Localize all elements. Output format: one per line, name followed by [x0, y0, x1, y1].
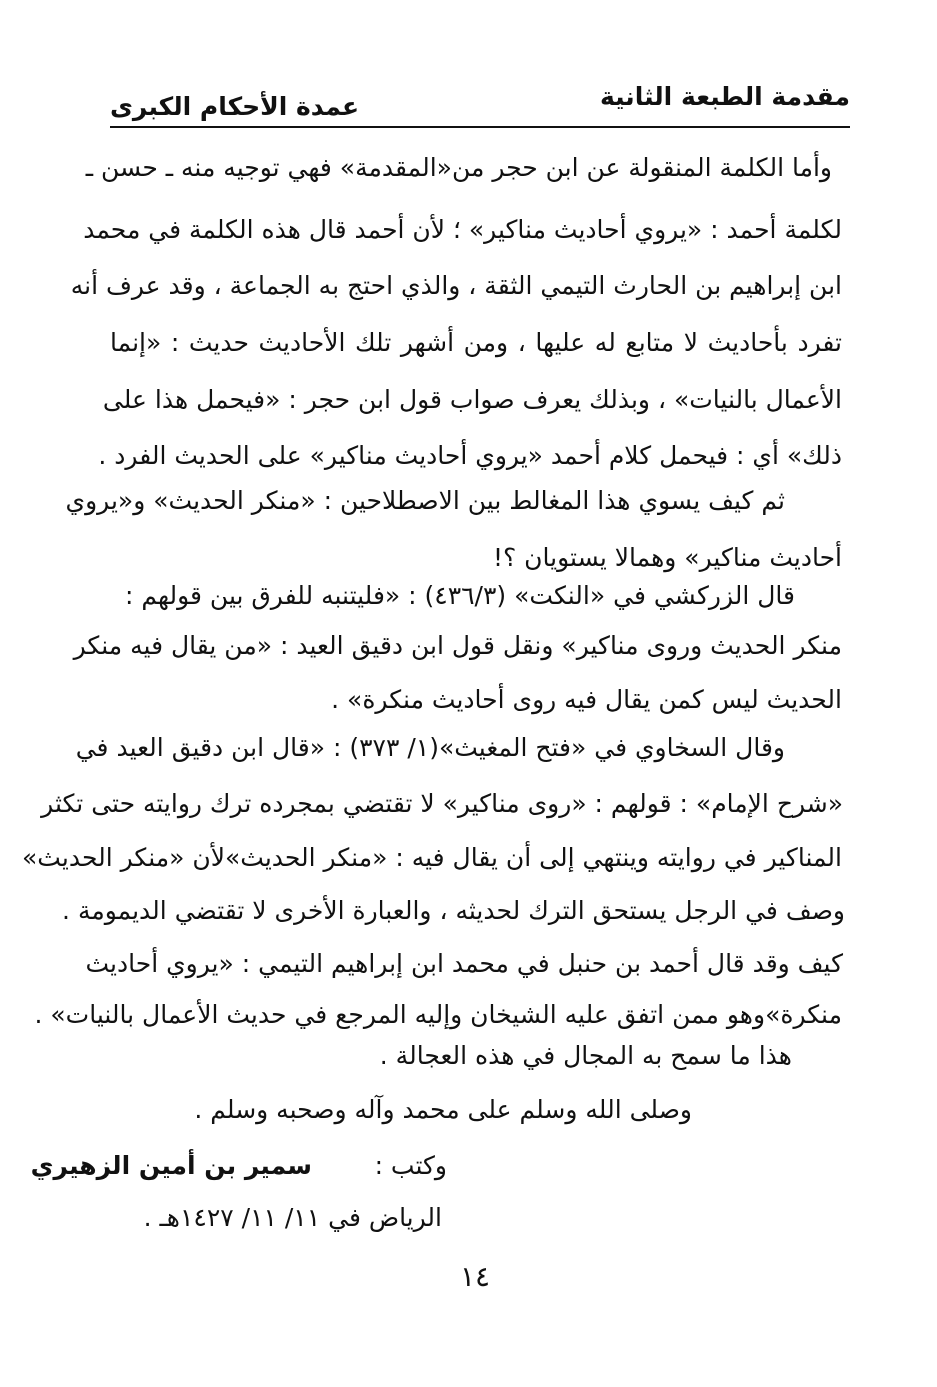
page-number: ١٤	[459, 1260, 491, 1293]
text-line: منكر الحديث وروى مناكير» ونقل قول ابن دقيق العيد : «من يقال فيه منكر	[73, 631, 842, 660]
text-line: وصلى الله وسلم على محمد وآله وصحبه وسلم .	[194, 1095, 692, 1124]
signature-label: وكتب :	[374, 1151, 447, 1180]
text-line: ابن إبراهيم بن الحارث التيمي الثقة ، والذي احتج به الجماعة ، وقد عرف أنه	[70, 271, 842, 300]
header-book-title: عمدة الأحكام الكبرى	[110, 92, 360, 121]
text-line: ذلك» أي : فيحمل كلام أحمد «يروي أحاديث مناكير» على الحديث الفرد .	[98, 441, 842, 470]
running-header	[110, 78, 850, 128]
text-line: وصف في الرجل يستحق الترك لحديثه ، والعبارة الأخرى لا تقتضي الديمومة .	[62, 896, 845, 925]
text-line: كيف وقد قال أحمد بن حنبل في محمد ابن إبراهيم التيمي : «يروي أحاديث	[85, 949, 843, 978]
text-line: لكلمة أحمد : «يروي أحاديث مناكير» ؛ لأن أحمد قال هذه الكلمة في محمد	[83, 215, 842, 244]
header-chapter-title: مقدمة الطبعة الثانية	[599, 82, 850, 111]
text-line: وأما الكلمة المنقولة عن ابن حجر من«المقدمة» فهي توجيه منه ـ حسن ـ	[85, 153, 832, 182]
signature-author: سمير بن أمين الزهيري	[30, 1151, 312, 1180]
text-line: الأعمال بالنيات» ، وبذلك يعرف صواب قول ابن حجر : «فيحمل هذا على	[102, 385, 842, 414]
text-line: أحاديث مناكير» وهمالا يستويان ؟!	[492, 543, 842, 572]
text-line: وقال السخاوي في «فتح المغيث»(١/ ٣٧٣) : «قال ابن دقيق العيد في	[75, 733, 785, 762]
text-line: منكرة»وهو ممن اتفق عليه الشيخان وإليه المرجع في حديث الأعمال بالنيات» .	[34, 1000, 842, 1029]
text-line: الحديث ليس كمن يقال فيه روى أحاديث منكرة» .	[331, 685, 842, 714]
text-line: المناكير في روايته وينتهي إلى أن يقال فيه : «منكر الحديث»لأن «منكر الحديث»	[22, 843, 842, 872]
text-line: قال الزركشي في «النكت» (٤٣٦/٣) : «فليتنبه للفرق بين قولهم :	[124, 581, 795, 610]
header-divider	[110, 126, 850, 128]
text-line: ثم كيف يسوي هذا المغالط بين الاصطلاحين : «منكر الحديث» و«يروي	[65, 486, 785, 515]
text-line: تفرد بأحاديث لا متابع له عليها ، ومن أشهر تلك الأحاديث حديث : «إنما	[110, 328, 842, 357]
text-line: «شرح الإمام» : قولهم : «روى مناكير» لا تقتضي بمجرده ترك روايته حتى تكثر	[41, 789, 843, 818]
signature-date: الرياض في ١١/ ١١/ ١٤٢٧هـ .	[143, 1203, 442, 1232]
text-line: هذا ما سمح به المجال في هذه العجالة .	[379, 1041, 792, 1070]
